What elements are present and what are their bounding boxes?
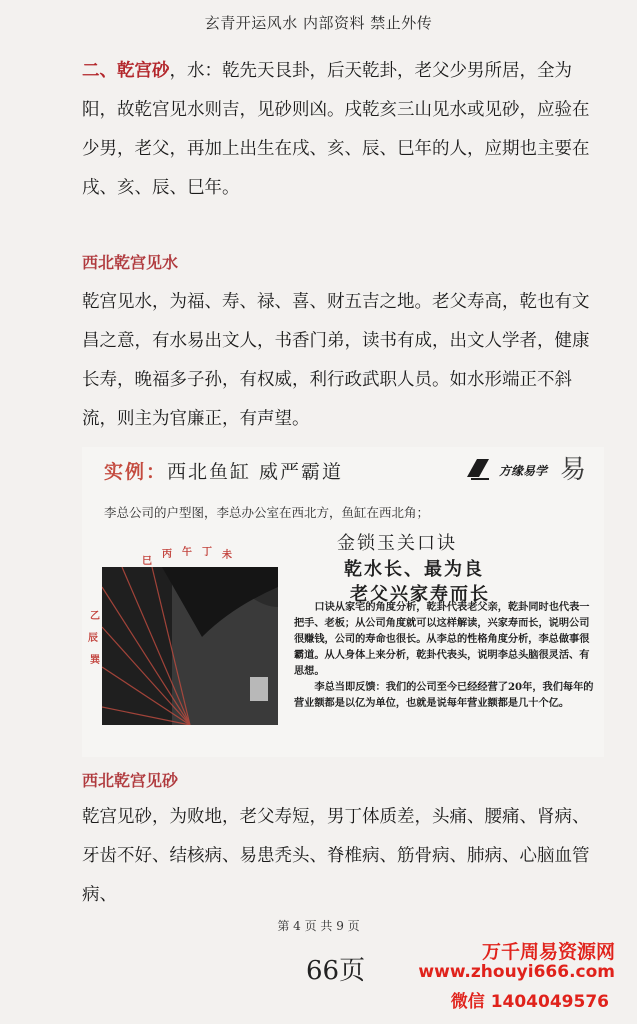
explanation-paragraph: 李总当即反馈：我们的公司至今已经经营了20年，我们每年的营业额都是以亿为单位，也就是说每年营业额都是几十个亿。	[294, 681, 594, 709]
example-label: 实例：	[104, 461, 168, 483]
watermark-site-name: 万千周易资源网	[481, 941, 615, 963]
watermark-contact: 微信 1404049576	[450, 992, 609, 1012]
seal-stamp: 易	[560, 455, 587, 485]
section-2-paragraph	[82, 52, 602, 208]
ring-label: 辰	[88, 633, 98, 644]
explanation-paragraph: 口诀从家宅的角度分析，乾卦代表老父亲，乾卦同时也代表一把手、老板；从公司角度就可以这样解读，兴家寿而长，说明公司很赚钱，公司的寿命也很长。从李总的性格角度分析，李总做事很霸道。从人身体上来分析，乾卦代表头，说明李总头脑很灵活、有思想。	[294, 601, 590, 677]
ring-label: 丙	[162, 549, 172, 560]
sand-subheading: 西北乾宫见砂	[82, 771, 179, 790]
sand-paragraph: 乾宫见砂，为败地，老父寿短，男丁体质差，头痛、腰痛、肾病、牙齿不好、结核病、易患秃头、脊椎病、筋骨病、肺病、心脑血管病、	[82, 807, 590, 905]
publisher-logo-icon	[465, 457, 491, 481]
water-paragraph: 乾宫见水，为福、寿、禄、喜、财五吉之地。老父寿高，乾也有文昌之意，有水易出文人，书香门弟，读书有成，出文人学者，健康长寿，晚福多子孙，有权威，利行政武职人员。如水形端正不斜流，则主为官廉正，有声望。	[82, 292, 590, 429]
ring-label: 丁	[202, 547, 212, 558]
section-2-heading: 二、乾宫砂	[82, 61, 170, 81]
example-explanation	[294, 599, 594, 711]
example-card	[82, 447, 604, 757]
floor-plan-graphic	[102, 567, 278, 725]
floor-plan-image	[102, 567, 278, 725]
example-title	[104, 457, 343, 484]
watermark-url: www.zhouyi666.com	[418, 962, 615, 982]
page-counter: 第 4 页 共 9 页	[277, 919, 360, 933]
section-2-text: ，水：乾先天艮卦，后天乾卦，老父少男所居，全为阳，故乾宫见水则吉，见砂则凶。戌乾亥三山见水或见砂，应验在少男，老父，再加上出生在戌、亥、辰、巳年的人，应期也主要在戌、亥、辰、巳年。	[82, 61, 590, 198]
verse-line-1: 乾水长、最为良	[344, 559, 484, 580]
ring-label: 乙	[90, 611, 100, 622]
verse-line-2: 老父兴家寿而长	[350, 584, 490, 605]
ring-label: 巳	[142, 556, 152, 567]
publisher-logo-text: 方缘易学	[499, 464, 548, 478]
page-number: 66页	[306, 956, 366, 986]
example-description: 李总公司的户型图，李总办公室在西北方，鱼缸在西北角；	[104, 505, 430, 520]
example-title-text: 西北鱼缸 威严霸道	[167, 461, 344, 483]
document-header: 玄青开运风水 内部资料 禁止外传	[204, 14, 433, 32]
water-subheading: 西北乾宫见水	[82, 253, 179, 272]
publisher-logo	[465, 455, 557, 485]
ring-label: 巽	[90, 655, 100, 666]
ring-label: 未	[222, 550, 232, 561]
verse-title: 金锁玉关口诀	[337, 533, 457, 554]
ring-label: 午	[182, 547, 192, 558]
